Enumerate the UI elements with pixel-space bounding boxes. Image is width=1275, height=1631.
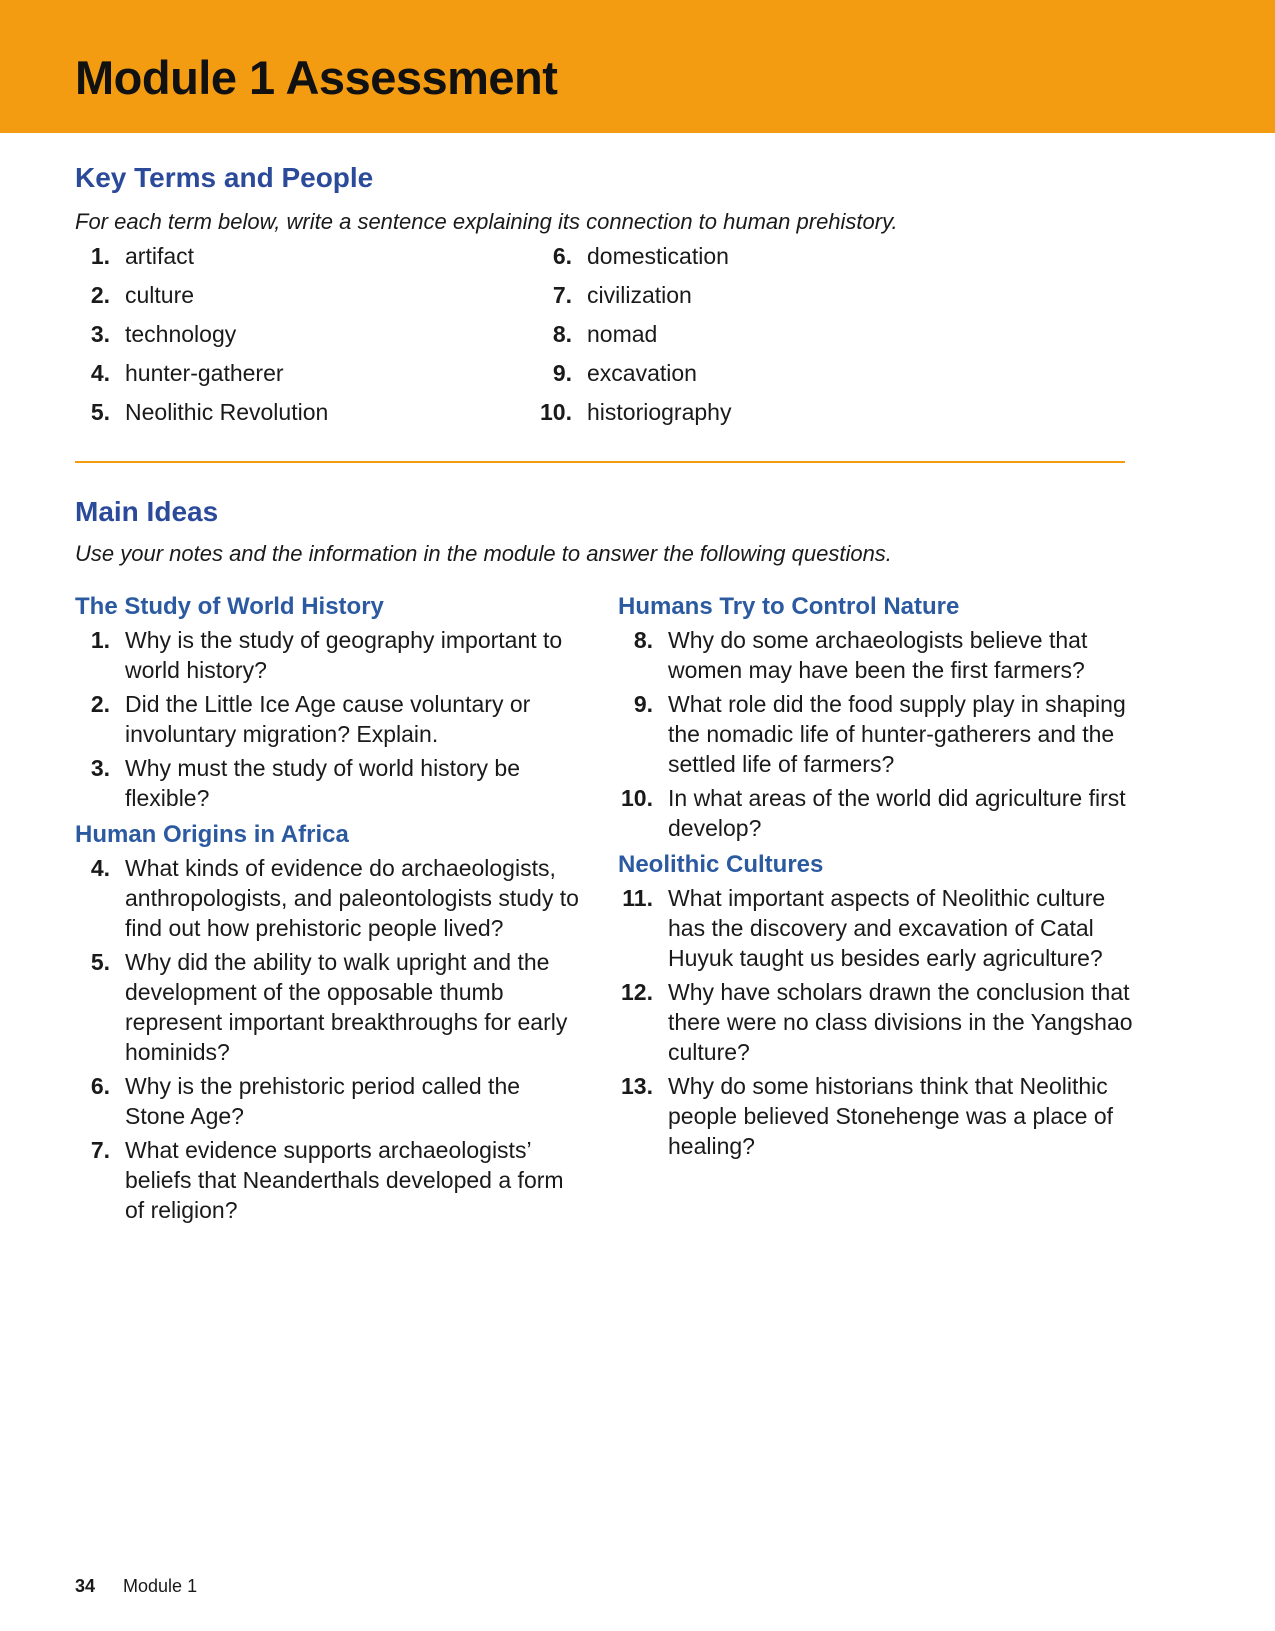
term-text: excavation — [587, 360, 697, 386]
question-text: Did the Little Ice Age cause voluntary or involuntary migration? Explain. — [125, 691, 531, 747]
subhead-human-origins-in-africa: Human Origins in Africa — [75, 821, 349, 848]
question-number: 9. — [633, 691, 653, 717]
term-text: artifact — [125, 243, 195, 269]
term-item — [537, 399, 997, 438]
question-item — [75, 1135, 585, 1225]
term-item — [537, 321, 997, 360]
main-ideas-title: Main Ideas — [75, 496, 219, 527]
question-item — [75, 625, 585, 685]
term-item — [75, 360, 515, 399]
question-number: 4. — [90, 855, 110, 881]
question-list — [75, 625, 585, 813]
question-list — [75, 853, 585, 1225]
question-item — [618, 883, 1138, 973]
term-text: civilization — [587, 282, 692, 308]
question-number: 10. — [621, 785, 653, 811]
term-number: 2. — [90, 282, 110, 308]
term-text: domestication — [587, 243, 729, 269]
main-ideas-right-column — [618, 593, 1138, 1165]
question-item — [75, 689, 585, 749]
question-item — [75, 1071, 585, 1131]
term-text: technology — [125, 321, 237, 347]
question-text: Why do some archaeologists believe that women may have been the first farmers? — [668, 627, 1088, 683]
module-label: Module 1 — [123, 1576, 198, 1596]
question-item — [618, 783, 1138, 843]
section-divider — [75, 461, 1125, 463]
key-terms-instructions: For each term below, write a sentence explaining its connection to human prehistory. — [75, 209, 898, 234]
question-text: Why is the prehistoric period called the Stone Age? — [125, 1073, 521, 1129]
term-item — [537, 360, 997, 399]
subhead-neolithic-cultures: Neolithic Cultures — [618, 851, 824, 878]
term-item — [75, 282, 515, 321]
term-item — [75, 321, 515, 360]
question-number: 7. — [90, 1137, 110, 1163]
question-number: 2. — [90, 691, 110, 717]
term-number: 6. — [552, 243, 572, 269]
question-number: 6. — [90, 1073, 110, 1099]
question-number: 11. — [622, 885, 653, 911]
question-text: What role did the food supply play in shaping the nomadic life of hunter-gatherers and the settled life of farmers? — [668, 691, 1126, 777]
term-number: 5. — [90, 399, 110, 425]
main-ideas-left-column — [75, 593, 585, 1229]
subhead-humans-try-to-control-nature: Humans Try to Control Nature — [618, 593, 960, 620]
question-item — [618, 1071, 1138, 1161]
question-number: 12. — [621, 979, 653, 1005]
question-text: Why did the ability to walk upright and the development of the opposable thumb represent important breakthroughs for early hominids? — [125, 949, 568, 1065]
term-item — [75, 399, 515, 438]
term-text: hunter-gatherer — [125, 360, 284, 386]
question-number: 5. — [90, 949, 110, 975]
subhead-study-of-world-history: The Study of World History — [75, 593, 384, 620]
term-number: 7. — [552, 282, 572, 308]
page-number: 34 — [75, 1576, 96, 1596]
page-title: Module 1 Assessment — [75, 51, 558, 104]
question-number: 3. — [90, 755, 110, 781]
term-text: Neolithic Revolution — [125, 399, 329, 425]
question-item — [75, 853, 585, 943]
question-text: What kinds of evidence do archaeologists, anthropologists, and paleontologists study to find out how prehistoric people lived? — [125, 855, 579, 941]
question-item — [75, 753, 585, 813]
question-item — [618, 625, 1138, 685]
term-text: nomad — [587, 321, 658, 347]
term-number: 9. — [552, 360, 572, 386]
question-number: 8. — [633, 627, 653, 653]
question-item — [75, 947, 585, 1067]
term-text: historiography — [587, 399, 732, 425]
question-number: 13. — [621, 1073, 653, 1099]
question-list — [618, 883, 1138, 1161]
main-ideas-instructions: Use your notes and the information in the module to answer the following questions. — [75, 541, 892, 566]
question-text: In what areas of the world did agriculture first develop? — [668, 785, 1126, 841]
term-number: 1. — [90, 243, 110, 269]
header-band — [0, 0, 1275, 133]
question-item — [618, 977, 1138, 1067]
question-text: Why must the study of world history be flexible? — [125, 755, 520, 811]
question-number: 1. — [90, 627, 110, 653]
question-text: What important aspects of Neolithic culture has the discovery and excavation of Catal Huyuk taught us besides early agriculture? — [668, 885, 1106, 971]
term-number: 8. — [552, 321, 572, 347]
page-footer — [75, 1576, 197, 1597]
question-text: Why do some historians think that Neolithic people believed Stonehenge was a place of healing? — [668, 1073, 1114, 1159]
term-item — [537, 282, 997, 321]
question-list — [618, 625, 1138, 843]
question-text: Why is the study of geography important to world history? — [125, 627, 563, 683]
key-terms-title: Key Terms and People — [75, 162, 374, 193]
term-text: culture — [125, 282, 195, 308]
key-terms-left-list — [75, 243, 515, 438]
key-terms-right-list — [537, 243, 997, 438]
term-item — [75, 243, 515, 282]
term-number: 3. — [90, 321, 110, 347]
term-item — [537, 243, 997, 282]
term-number: 10. — [540, 399, 572, 425]
question-text: Why have scholars drawn the conclusion that there were no class divisions in the Yangshao culture? — [668, 979, 1133, 1065]
question-item — [618, 689, 1138, 779]
term-number: 4. — [90, 360, 110, 386]
question-text: What evidence supports archaeologists’ beliefs that Neanderthals developed a form of religion? — [125, 1137, 564, 1223]
